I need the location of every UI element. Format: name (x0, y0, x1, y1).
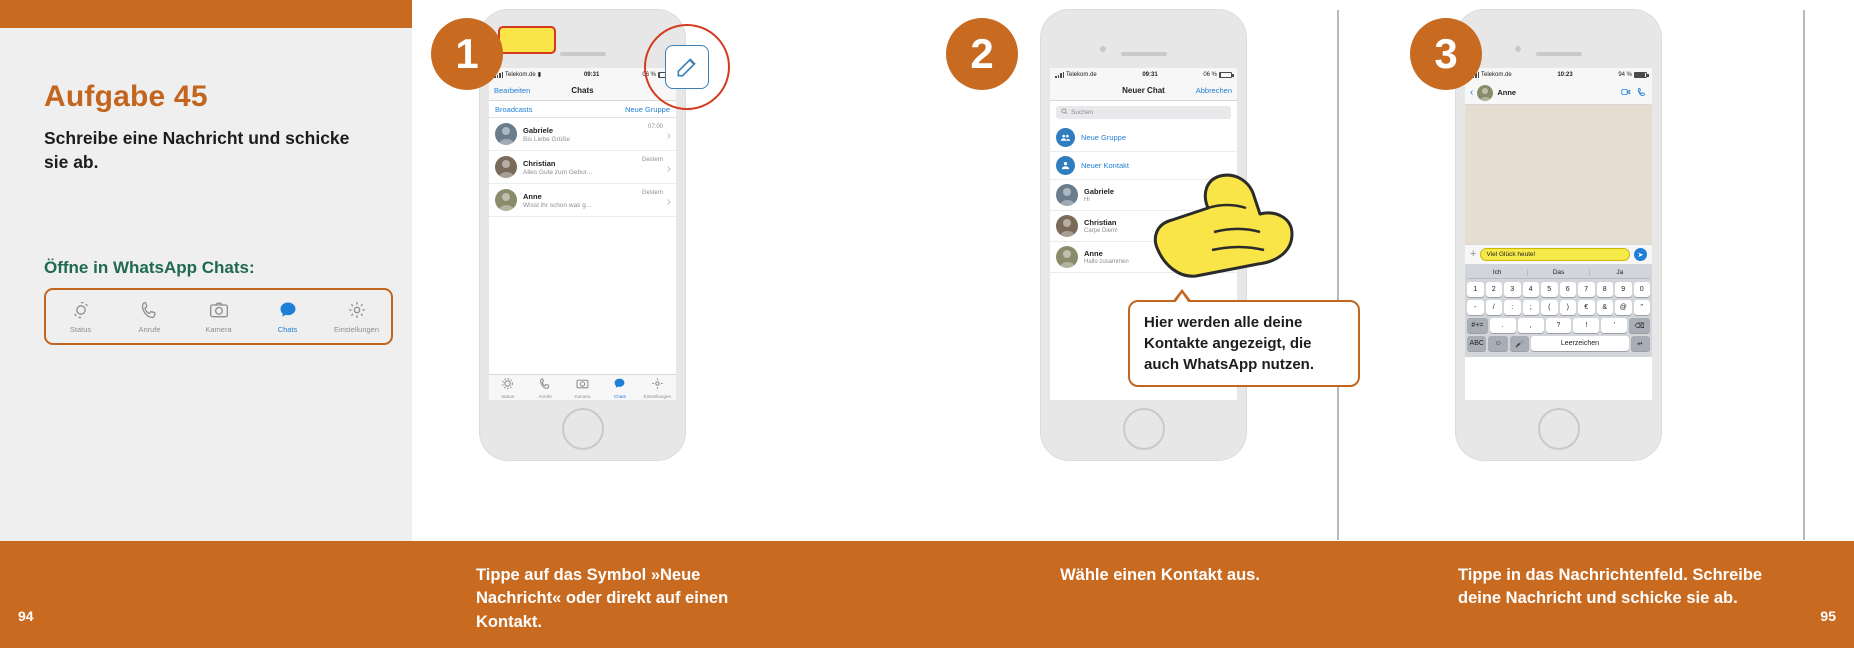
phone-screen-1 (489, 68, 676, 400)
key[interactable]: 5 (1541, 282, 1558, 297)
tabbar-label: Anrufe (138, 325, 161, 334)
chat-message-area (1465, 105, 1652, 244)
key[interactable]: / (1486, 300, 1503, 315)
step-3 (1392, 0, 1854, 648)
phone-screen-3 (1465, 68, 1652, 400)
key[interactable]: 2 (1486, 282, 1503, 297)
key[interactable]: , (1518, 318, 1544, 333)
message-input[interactable]: Viel Glück heute! (1480, 248, 1630, 261)
phone-speaker (1536, 52, 1582, 56)
chat-name: Anne (1497, 88, 1517, 97)
nav-title: Chats (571, 86, 594, 95)
key[interactable]: ; (1523, 300, 1540, 315)
key-abc[interactable]: ABC (1467, 336, 1486, 351)
key[interactable]: " (1634, 300, 1651, 315)
camera-icon (208, 299, 230, 321)
phone-speaker (560, 52, 606, 56)
key[interactable]: : (1504, 300, 1521, 315)
bottom-accent-bar-left (0, 541, 412, 648)
search-input[interactable] (1056, 106, 1231, 119)
avatar (1056, 184, 1078, 206)
return-key[interactable]: ↵ (1631, 336, 1650, 351)
chat-name: Christian (523, 158, 556, 168)
avatar (1056, 246, 1078, 268)
battery-percent-label: 94 % (1618, 71, 1632, 78)
key[interactable]: 3 (1504, 282, 1521, 297)
contact-status: Hi (1084, 197, 1090, 203)
phone-icon (539, 377, 552, 390)
action-label: Neue Gruppe (1081, 133, 1127, 142)
message-input-row (1465, 244, 1652, 264)
contact-name: Anne (1084, 249, 1103, 258)
top-accent-bar (0, 0, 412, 28)
gear-icon (651, 377, 664, 390)
battery-percent-label: 06 % (642, 71, 656, 78)
pointing-hand-icon (1150, 158, 1300, 278)
avatar (1056, 215, 1078, 237)
step-number-badge: 3 (1410, 18, 1482, 90)
chats-icon (613, 377, 626, 390)
suggestion[interactable]: Ich (1467, 269, 1528, 276)
space-key[interactable]: Leerzeichen (1531, 336, 1628, 351)
task-description: Schreibe eine Nachricht und schicke sie ab. (44, 128, 350, 173)
battery-icon (1219, 72, 1232, 78)
key[interactable]: 1 (1467, 282, 1484, 297)
key[interactable]: @ (1615, 300, 1632, 315)
phone-speaker (1121, 52, 1167, 56)
tabbar-label: Kamera (205, 325, 232, 334)
key[interactable]: ( (1541, 300, 1558, 315)
key[interactable]: 8 (1597, 282, 1614, 297)
microphone-icon[interactable]: 🎤 (1510, 336, 1529, 351)
caption-bar-1 (412, 541, 928, 648)
key[interactable]: ! (1573, 318, 1599, 333)
search-icon (1061, 108, 1068, 117)
step-caption: Tippe in das Nachrichtenfeld. Schreibe deine Nachricht und schicke sie ab. (1458, 566, 1763, 608)
phone-tabbar (489, 374, 676, 400)
tabbar-label: Anrufe (538, 393, 552, 399)
chat-list-item[interactable] (489, 184, 676, 217)
key[interactable]: 6 (1560, 282, 1577, 297)
signal-icon (1055, 72, 1064, 78)
action-new-group[interactable] (1050, 124, 1237, 152)
cancel-button[interactable]: Abbrechen (1195, 86, 1232, 95)
nav-title: Neuer Chat (1122, 86, 1165, 95)
carrier-label: Telekom.de (1066, 71, 1097, 78)
key[interactable]: 0 (1634, 282, 1651, 297)
tabbar-label: Chats (613, 393, 626, 399)
broadcasts-button[interactable]: Broadcasts (495, 104, 533, 114)
phone-camera-icon (1100, 46, 1106, 52)
step-1 (412, 0, 928, 648)
clock-label: 10:23 (1557, 71, 1573, 78)
chat-name: Anne (523, 191, 542, 201)
tabbar-item-status[interactable] (46, 299, 115, 334)
tabbar-item-status[interactable] (489, 377, 526, 399)
chat-time: Gestern (641, 190, 663, 196)
status-icon (501, 377, 514, 390)
keyboard-suggestions (1467, 266, 1650, 279)
caption-bar-2 (928, 541, 1392, 648)
back-chevron-icon[interactable]: ‹ (1470, 86, 1474, 98)
status-icon (70, 299, 92, 321)
open-instruction-label: Öffne in WhatsApp Chats: (44, 258, 255, 277)
tabbar-label: Status (69, 325, 92, 334)
callout-box: Hier werden alle deine Kontakte angezeigt, die auch WhatsApp nutzen. (1128, 300, 1360, 387)
compose-icon[interactable] (665, 45, 709, 89)
clock-label: 09:31 (1142, 71, 1158, 78)
status-bar (1465, 68, 1652, 81)
chat-preview: Wisst ihr schon was g... (523, 201, 592, 209)
phone-home-button[interactable] (1123, 408, 1165, 450)
suggestion[interactable]: Ja (1616, 268, 1624, 276)
camera-icon (576, 377, 589, 390)
caption-bar-3 (1392, 541, 1854, 648)
key[interactable]: ' (1601, 318, 1627, 333)
send-icon[interactable]: ➤ (1634, 248, 1647, 261)
chat-list-item[interactable] (489, 151, 676, 184)
contact-status: Hallo zusammen (1084, 259, 1129, 265)
keyboard-row-3 (1467, 318, 1650, 333)
carrier-label: Telekom.de (1481, 71, 1512, 78)
chats-subbar (489, 101, 676, 118)
step-caption: Tippe auf das Symbol »Neue Nachricht« oder direkt auf einen Kontakt. (476, 566, 729, 631)
chats-icon (277, 299, 299, 321)
tabbar-item-einstellungen[interactable] (322, 299, 391, 334)
status-bar (1050, 68, 1237, 81)
key[interactable]: ? (1546, 318, 1572, 333)
avatar (1477, 85, 1493, 101)
chat-time: Gestern (641, 157, 663, 163)
search-placeholder: Suchen (1071, 109, 1094, 116)
chat-time: 07:00 (647, 124, 663, 130)
avatar (495, 156, 517, 178)
whatsapp-tabbar-reference (44, 288, 393, 345)
chat-preview: Alles Gute zum Gebur... (523, 168, 593, 176)
step-caption: Wähle einen Kontakt aus. (1060, 566, 1260, 584)
keyboard-row-2 (1467, 300, 1650, 315)
battery-icon (1634, 72, 1647, 78)
contact-name: Christian (1084, 218, 1117, 227)
tabbar-label: Einstellungen (333, 325, 380, 334)
emoji-icon[interactable]: ☺ (1488, 336, 1507, 351)
gear-icon (346, 299, 368, 321)
clock-label: 09:31 (583, 71, 600, 78)
tabbar-item-anrufe[interactable] (115, 299, 184, 334)
key[interactable]: & (1597, 300, 1614, 315)
step-number-badge: 1 (431, 18, 503, 90)
phone-camera-icon (1515, 46, 1521, 52)
tabbar-item-kamera[interactable] (184, 299, 253, 334)
key[interactable]: . (1490, 318, 1516, 333)
key[interactable]: ) (1560, 300, 1577, 315)
action-label: Neuer Kontakt (1081, 161, 1129, 170)
page-number-left: 94 (18, 608, 34, 624)
key[interactable]: 9 (1615, 282, 1632, 297)
person-icon (1056, 156, 1075, 175)
tabbar-label: Einstellungen (643, 393, 672, 399)
task-panel (0, 0, 412, 648)
tabbar-item-chats[interactable] (601, 377, 638, 399)
wifi-icon: ▮ (537, 72, 541, 78)
page-number-right: 95 (1820, 608, 1836, 624)
highlight-marker (498, 26, 556, 54)
step-number-badge: 2 (946, 18, 1018, 90)
backspace-icon[interactable]: ⌫ (1629, 318, 1650, 333)
page-title: Aufgabe 45 (44, 80, 208, 113)
key[interactable]: - (1467, 300, 1484, 315)
phone-icon (139, 299, 161, 321)
carrier-label: Telekom.de (505, 71, 536, 78)
step-2 (928, 0, 1392, 648)
suggestion[interactable]: Das (1528, 269, 1589, 276)
avatar (495, 123, 517, 145)
chat-list-item[interactable] (489, 118, 676, 151)
group-icon (1056, 128, 1075, 147)
tabbar-label: Kamera (574, 393, 591, 399)
key[interactable]: 4 (1523, 282, 1540, 297)
new-group-button[interactable]: Neue Gruppe (624, 104, 670, 114)
steps-area (412, 0, 1854, 648)
key[interactable]: € (1578, 300, 1595, 315)
on-screen-keyboard (1465, 264, 1652, 357)
voice-call-icon[interactable] (1637, 84, 1647, 102)
phone-mockup-3 (1456, 10, 1661, 460)
contact-status: Carpe Diem! (1084, 228, 1118, 234)
battery-percent-label: 06 % (1203, 71, 1217, 78)
attach-plus-icon[interactable]: + (1470, 248, 1477, 260)
keyboard-row-1 (1467, 282, 1650, 297)
nav-bar (1050, 81, 1237, 101)
tabbar-label: Chats (277, 325, 298, 334)
phone-home-button[interactable] (562, 408, 604, 450)
key-symbols[interactable]: #+= (1467, 318, 1488, 333)
tabbar-item-kamera[interactable] (564, 377, 601, 399)
video-call-icon[interactable] (1621, 84, 1631, 102)
key[interactable]: 7 (1578, 282, 1595, 297)
chat-header (1465, 81, 1652, 105)
contact-name: Gabriele (1084, 187, 1115, 196)
tabbar-item-chats[interactable] (253, 299, 322, 334)
chat-name: Gabriele (523, 125, 554, 135)
keyboard-row-4 (1467, 336, 1650, 351)
tabbar-item-einstellungen[interactable] (639, 377, 676, 399)
avatar (495, 189, 517, 211)
tabbar-item-anrufe[interactable] (526, 377, 563, 399)
tabbar-label: Status (501, 393, 515, 399)
chat-preview: Bis Liebe Grüße (523, 135, 570, 143)
phone-home-button[interactable] (1538, 408, 1580, 450)
edit-button[interactable]: Bearbeiten (494, 86, 531, 95)
